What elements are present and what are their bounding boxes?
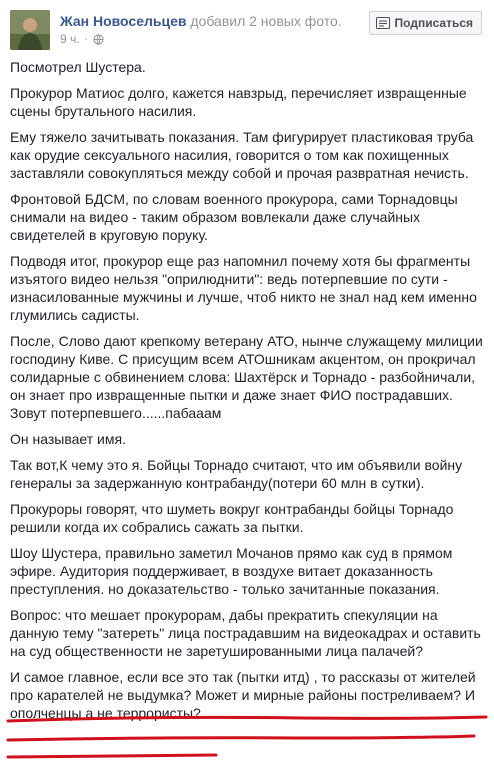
author-name-link[interactable]: Жан Новосельцев	[60, 13, 187, 29]
post-paragraph: Так вот,К чему это я. Бойцы Торнадо считают, что им объявили войну генералы за задержанную контрабанду(потери 60 млн в сутки).	[10, 457, 463, 491]
post-paragraph: Шоу Шустера, правильно заметил Мочанов прямо как суд в прямом эфире. Аудитория поддерживает, в воздухе витает доказанность преступления. но доказательство - только зачитанные показания.	[10, 545, 453, 597]
post-meta	[60, 32, 104, 46]
post-action-text: добавил 2 новых фото.	[190, 13, 342, 29]
avatar[interactable]	[10, 10, 50, 50]
globe-icon[interactable]	[93, 34, 104, 45]
post-timestamp[interactable]: 9 ч.	[60, 32, 80, 46]
post-paragraph-highlighted: И самое главное, если все это так (пытки итд) , то рассказы от жителей про карателей не выдумка? Может и мирные районы постреливаем? И ополченцы а не террористы?	[10, 669, 476, 721]
post-paragraph: Ему тяжело зачитывать показания. Там фигурирует пластиковая труба как орудие сексуального насилия, говорится о том как похищенных заставляли совокупляться между собой и прочая развратная нечисть.	[10, 129, 474, 181]
post-paragraph: Прокуроры говорят, что шуметь вокруг контрабанды бойцы Торнадо решили когда их собрались сажать за пытки.	[10, 501, 454, 535]
post-paragraph: Посмотрел Шустера.	[10, 59, 146, 75]
post-paragraph: Прокурор Матиос долго, кажется навзрыд, перечисляет извращенные сцены брутального насилия.	[10, 85, 467, 119]
post-body	[10, 58, 488, 730]
subscribe-button[interactable]	[369, 11, 482, 35]
post-paragraph: Он называет имя.	[10, 431, 126, 447]
separator-dot: ·	[84, 33, 88, 45]
post-paragraph: После, Слово дают крепкому ветерану АТО, нынче служащему милиции господину Киве. С присущим всем АТОшникам акцентом, он прокричал солидарные с обвинением слова: Шахтёрск и Торнадо - разбойничали, он знает про извращенные пытки и даже знает ФИО пострадавших. Зовут потерпевшего......пабааам	[10, 333, 483, 421]
post-paragraph: Фронтовой БДСМ, по словам военного прокурора, сами Торнадовцы снимали на видео - таким образом вовлекали даже случайных свидетелей в круговую поруку.	[10, 191, 458, 243]
author-line	[60, 13, 342, 29]
avatar-image	[10, 10, 50, 50]
post-header	[0, 0, 494, 52]
subscribe-label: Подписаться	[394, 16, 473, 30]
post-paragraph: Подводя итог, прокурор еще раз напомнил почему хотя бы фрагменты изъятого видео нельзя "оприлюднити": ведь потерпевшие по сути - изнасилованные мужчины и лучше, чтоб никто не знал над кем именно глумились садисты.	[10, 253, 477, 323]
rss-feed-icon	[376, 17, 390, 29]
post-paragraph: Вопрос: что мешает прокурорам, дабы прекратить спекуляции на данную тему "затереть" лица пострадавшим на видеокадрах и оставить на суд общественности не заретушированными лица палачей?	[10, 607, 481, 659]
